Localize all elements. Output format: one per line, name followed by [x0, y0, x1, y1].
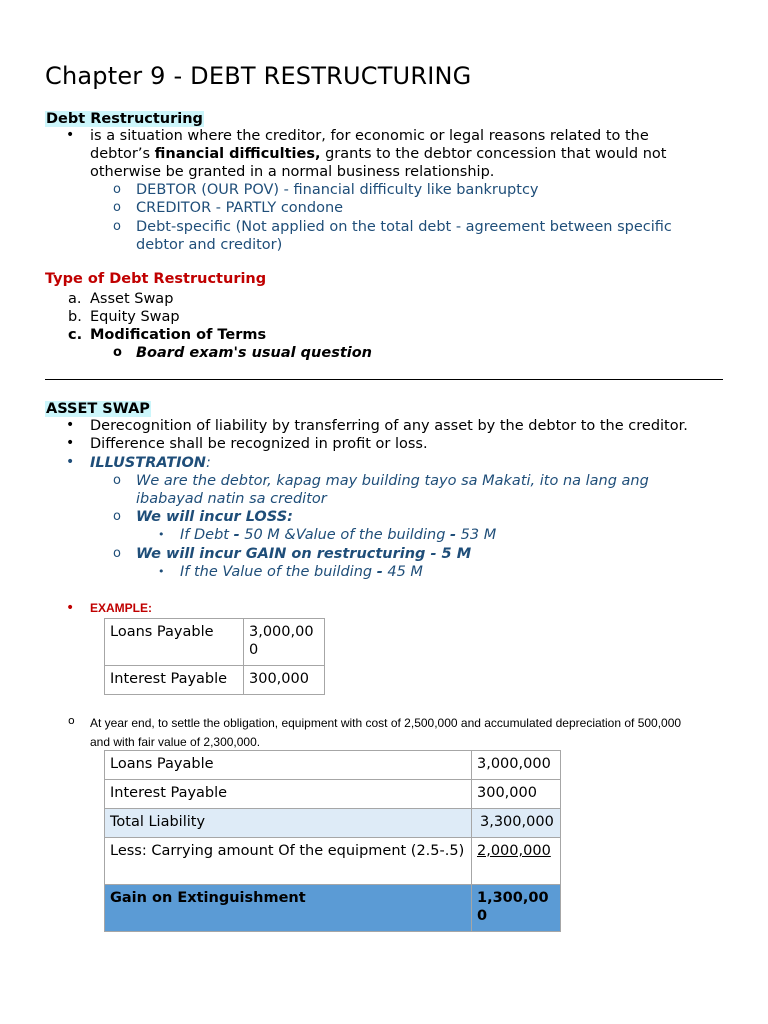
- circle-bullet: o: [113, 546, 121, 561]
- sub-point-debt-specific: Debt-specific (Not applied on the total debt - agreement between specific debtor and creditor): [136, 219, 672, 253]
- example-table-liabilities: [104, 618, 325, 695]
- gain-detail: If the Value of the building - 45 M: [180, 564, 423, 580]
- table-cell-value: 3,000,000: [472, 751, 561, 780]
- gain-heading: We will incur GAIN on restructuring - 5 M: [136, 546, 472, 562]
- horizontal-divider: [45, 379, 723, 380]
- table-row: [105, 838, 561, 885]
- circle-bullet: o: [113, 200, 121, 215]
- section-heading-debt-restructuring: Debt Restructuring: [46, 111, 203, 127]
- table-cell-value: 3,000,00 0: [244, 619, 325, 666]
- table-cell-value: 3,300,000: [472, 809, 561, 838]
- definition-text: is a situation where the creditor, for economic or legal reasons related to the debtor’s financial difficulties, grants to the debtor concession that would not otherwise be granted in a normal business relationship.: [90, 128, 667, 180]
- asset-swap-derecognition: Derecognition of liability by transferring of any asset by the debtor to the creditor.: [90, 418, 688, 434]
- illustration-text: We are the debtor, kapag may building tayo sa Makati, ito na lang ang ibabayad natin sa creditor: [136, 473, 649, 507]
- table-cell-value: 2,000,000: [472, 838, 561, 885]
- page-title: Chapter 9 - DEBT RESTRUCTURING: [45, 62, 472, 90]
- type-equity-swap: Equity Swap: [90, 309, 180, 325]
- computation-table: [104, 750, 561, 932]
- board-exam-note: Board exam's usual question: [136, 345, 373, 361]
- bullet-dot: •: [66, 127, 75, 143]
- table-row: [105, 751, 561, 780]
- table-cell-label: Total Liability: [105, 809, 472, 838]
- circle-bullet: o: [113, 345, 122, 360]
- table-cell-label: Interest Payable: [105, 780, 472, 809]
- circle-bullet: o: [113, 473, 121, 488]
- sub-point-creditor: CREDITOR - PARTLY condone: [136, 200, 344, 216]
- example-label: EXAMPLE:: [90, 601, 153, 615]
- table-cell-label: Loans Payable: [105, 751, 472, 780]
- table-cell-value: 1,300,000: [472, 885, 561, 932]
- bullet-dot: •: [66, 600, 75, 616]
- table-cell-label: Interest Payable: [105, 666, 244, 695]
- loss-detail: If Debt - 50 M &Value of the building - 53 M: [180, 527, 497, 543]
- table-row-gain: [105, 885, 561, 932]
- type-list-item: b.: [68, 309, 82, 325]
- circle-bullet: o: [113, 219, 121, 234]
- table-cell-value: 300,000: [472, 780, 561, 809]
- table-row: [105, 780, 561, 809]
- type-list-item: c.: [68, 327, 83, 343]
- table-cell-label: Loans Payable: [105, 619, 244, 666]
- type-asset-swap: Asset Swap: [90, 291, 174, 307]
- sub-point-debtor: DEBTOR (OUR POV) - financial difficulty like bankruptcy: [136, 182, 539, 198]
- table-row: [105, 666, 325, 695]
- type-modification-of-terms: Modification of Terms: [90, 327, 267, 343]
- circle-bullet: o: [68, 714, 75, 727]
- bullet-dot: •: [158, 528, 165, 541]
- table-cell-value: 300,000: [244, 666, 325, 695]
- section-heading-types: Type of Debt Restructuring: [45, 271, 267, 287]
- table-row-total: [105, 809, 561, 838]
- type-list-item: a.: [68, 291, 82, 307]
- example-scenario: At year end, to settle the obligation, equipment with cost of 2,500,000 and accumulated depreciation of 500,000 and with fair value of 2,300,000.: [90, 716, 682, 749]
- bullet-dot: •: [66, 454, 75, 470]
- circle-bullet: o: [113, 182, 121, 197]
- table-row: [105, 619, 325, 666]
- loss-heading: We will incur LOSS:: [136, 509, 293, 525]
- table-cell-label: Gain on Extinguishment: [105, 885, 472, 932]
- section-heading-asset-swap: ASSET SWAP: [46, 401, 150, 417]
- bullet-dot: •: [158, 565, 165, 578]
- asset-swap-difference: Difference shall be recognized in profit or loss.: [90, 436, 428, 452]
- bullet-dot: •: [66, 435, 75, 451]
- bullet-dot: •: [66, 417, 75, 433]
- circle-bullet: o: [113, 509, 121, 524]
- illustration-label: ILLUSTRATION:: [90, 455, 211, 471]
- table-cell-label: Less: Carrying amount Of the equipment (2.5-.5): [105, 838, 472, 885]
